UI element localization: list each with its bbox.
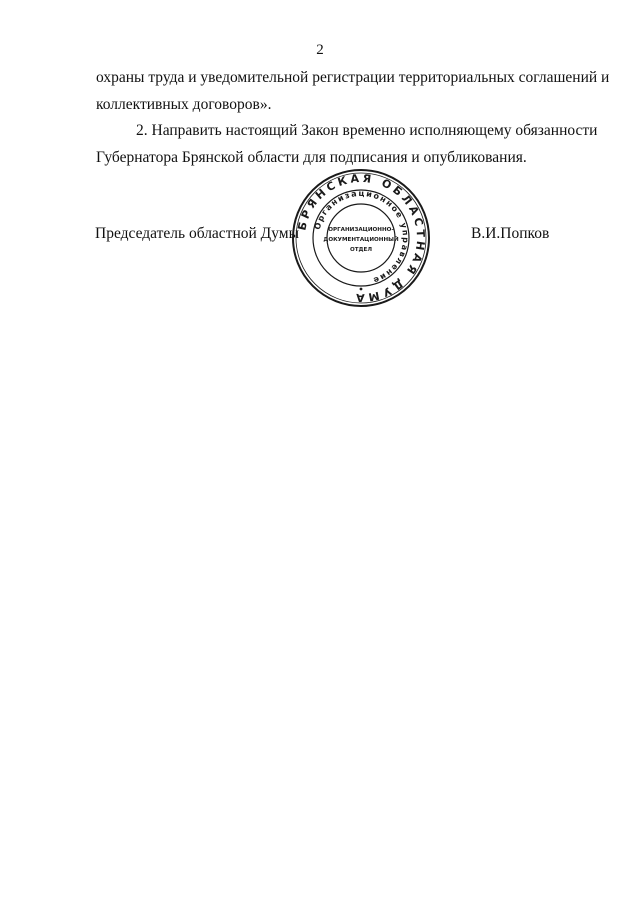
stamp-center-line-1: ОРГАНИЗАЦИОННО- (328, 227, 394, 233)
body-line-4: Губернатора Брянской области для подписания и опубликования. (96, 149, 527, 166)
official-stamp (290, 167, 432, 309)
stamp-inner-textpath: Организационное управление (312, 188, 411, 286)
stamp-center-line-3: ОТДЕЛ (349, 247, 373, 253)
page-number: 2 (316, 42, 324, 58)
body-line-1: охраны труда и уведомительной регистрации территориальных соглашений и (96, 69, 610, 86)
body-line-3 (96, 121, 596, 141)
stamp-outer-textpath: БРЯНСКАЯ ОБЛАСТНАЯ ДУМА (295, 171, 428, 305)
stamp-center-line-2: ДОКУМЕНТАЦИОННЫЙ (323, 237, 399, 243)
body-line-2: коллективных договоров». (96, 96, 272, 113)
signer-title: Председатель областной Думы (95, 225, 300, 242)
stamp-dot (360, 288, 363, 291)
signer-name: В.И.Попков (471, 225, 550, 242)
stamp-seal-icon (290, 167, 432, 309)
body-line-3-text: 2. Направить настоящий Закон временно исполняющему обязанности (136, 122, 598, 139)
